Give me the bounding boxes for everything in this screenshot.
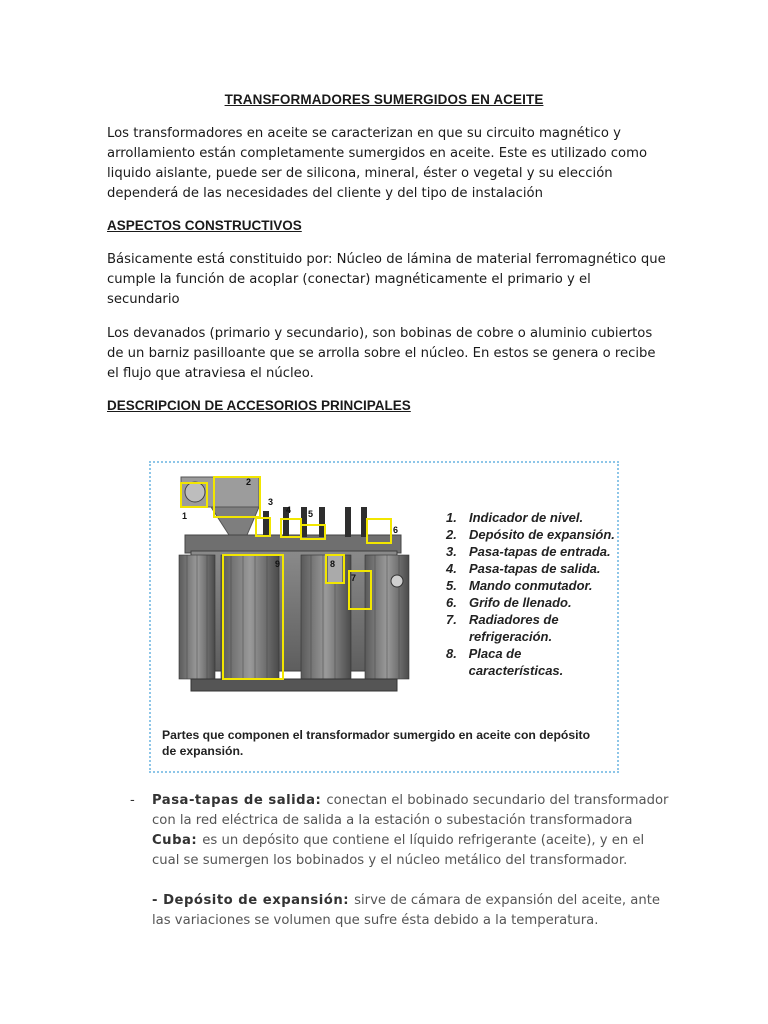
marker-1: 1 — [182, 511, 188, 521]
definition-cuba: es un depósito que contiene el líquido refrigerante (aceite), y en el cual se sumergen los bobinados y el núcleo metálico del transformador. — [152, 833, 645, 868]
legend-item: 2. Depósito de expansión. — [446, 527, 615, 542]
page-title: TRANSFORMADORES SUMERGIDOS EN ACEITE — [224, 92, 544, 107]
marker-3: 3 — [268, 497, 274, 507]
legend-item: 4. Pasa-tapas de salida. — [446, 561, 601, 576]
term-pasa-tapas: Pasa-tapas de salida — [152, 793, 316, 808]
section1-paragraph-2: Los devanados (primario y secundario), son bobinas de cobre o aluminio cubiertos de un barniz pasilloante que se arrolla sobre el núcleo. En estos se genera o recibe el flujo que atraviesa el núcleo. — [107, 326, 656, 381]
figure-caption: Partes que componen el transformador sumergido en aceite con depósito de expansión. — [162, 728, 591, 758]
legend-item: 5. Mando conmutador. — [446, 578, 593, 593]
definition-deposito: sirve de cámara de expansión del aceite, ante las variaciones se volumen que sufre ésta debido a la temperatura. — [152, 893, 661, 928]
intro-paragraph: Los transformadores en aceite se caracterizan en que su circuito magnético y arrollamiento están completamente sumergidos en aceite. Este es utilizado como liquido aislante, puede ser de silicona, mineral, éster o vegetal y su elección dependerá de las necesidades del cliente y del tipo de instalación — [107, 126, 648, 201]
term-deposito: - Depósito de expansión — [152, 893, 344, 908]
legend-item: 7. Radiadores de — [446, 612, 559, 627]
bullet-list — [130, 791, 670, 931]
marker-6: 6 — [393, 525, 399, 535]
marker-8: 8 — [330, 559, 336, 569]
legend-item: 3. Pasa-tapas de entrada. — [446, 544, 611, 559]
marker-9: 9 — [275, 559, 281, 569]
section-heading-accesorios: DESCRIPCION DE ACCESORIOS PRINCIPALES — [107, 398, 411, 413]
legend-item: 1. Indicador de nivel. — [446, 510, 584, 525]
legend-item: 6. Grifo de llenado. — [446, 595, 572, 610]
definition-pasa-tapas: conectan el bobinado secundario del transformador con la red eléctrica de salida a la estación o subestación transformadora — [152, 793, 669, 828]
bullet-dash: - — [130, 793, 135, 808]
transformer-figure — [149, 461, 619, 773]
figure-legend — [446, 509, 617, 679]
term-cuba: Cuba — [152, 833, 192, 848]
section1-paragraph-1: Básicamente está constituido por: Núcleo de lámina de material ferromagnético que cumple la función de acoplar (conectar) magnéticamente el primario y el secundario — [107, 252, 666, 307]
marker-4: 4 — [286, 505, 292, 515]
legend-item: 8. Placa de características. — [446, 646, 564, 678]
marker-2: 2 — [246, 477, 252, 487]
section-heading-aspectos: ASPECTOS CONSTRUCTIVOS — [107, 218, 302, 233]
list-item: - Pasa-tapas de salida: conectan el bobinado secundario del transformador con la red eléctrica de salida a la estación o subestación transformadora Cuba: es un depósito que contiene el líquido refrigerante (aceite), y en el cual se sumergen los bobinados y el núcleo metálico del transformador. - Depósito de expansión: sirve de cámara de expansión del aceite, ante las variaciones se volumen que sufre ésta debido a la temperatura. — [130, 791, 670, 931]
marker-5: 5 — [308, 509, 314, 519]
legend-item: refrigeración. — [469, 629, 553, 644]
marker-7: 7 — [351, 573, 357, 583]
